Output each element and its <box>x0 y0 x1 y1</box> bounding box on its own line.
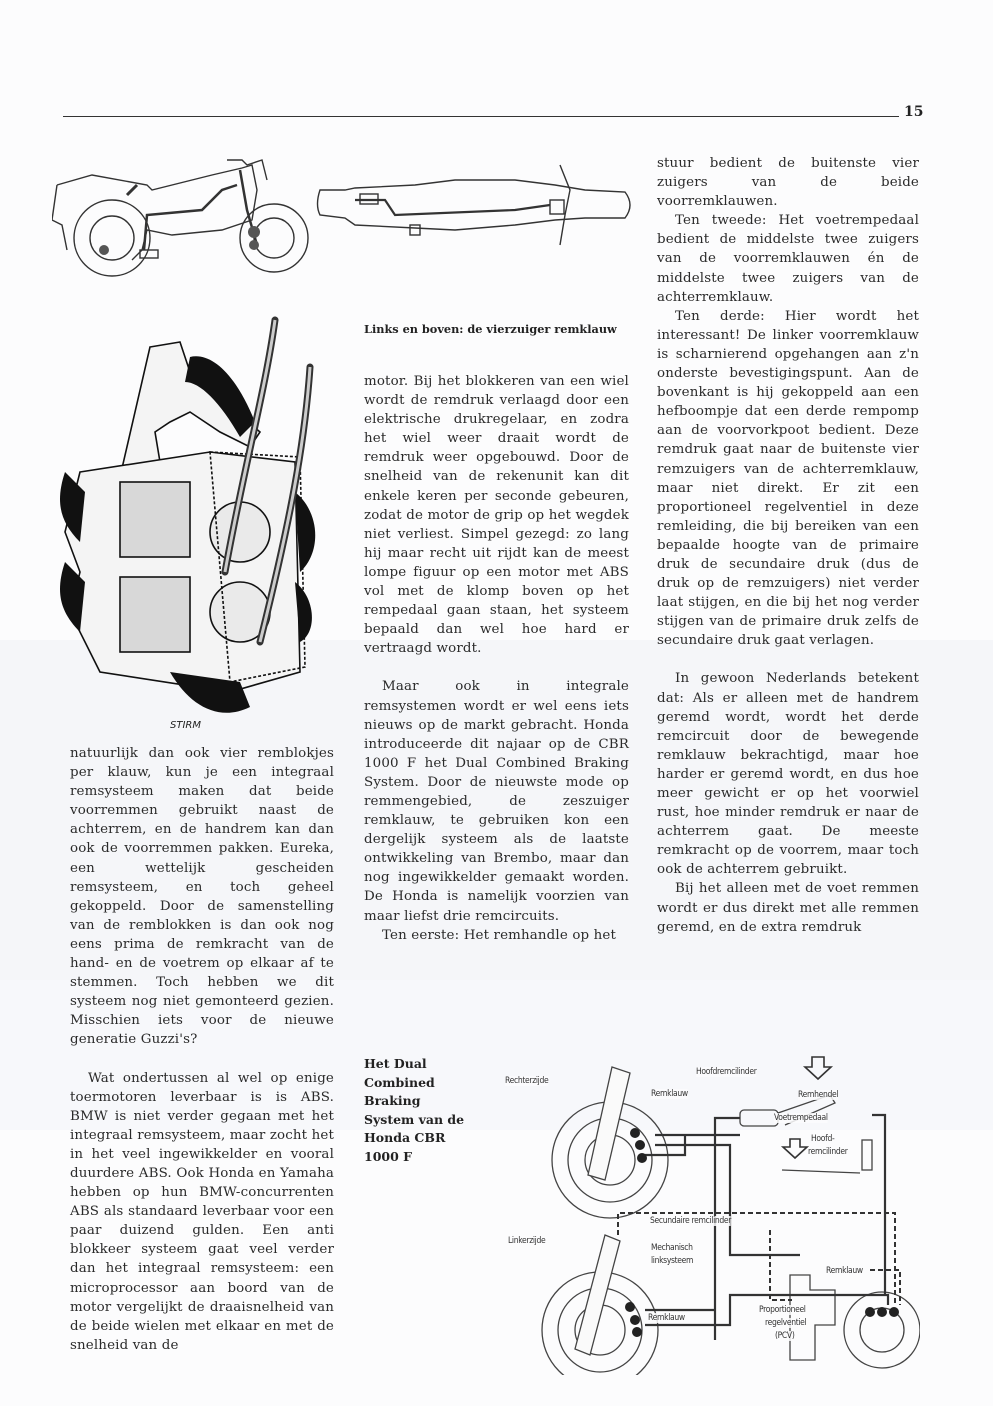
paragraph: Wat ondertussen al wel op enige toermotoren leverbaar is is ABS. BMW is niet verder gegaan met het integraal remsysteem, maar zocht het in het veel ingewikkelder en vooral duurdere ABS. Ook Honda en Yamaha hebben op hun BMW-concurrenten ABS als standaard leverbaar voor een paar duizend gulden. Een anti blokkeer systeem gaat veel verder dan het integraal remsysteem: een microprocessor aan boord van de motor vergelijkt de draaisnelheid van de beide wielen met elkaar en met de snelheid van de <box>70 1070 334 1353</box>
paragraph: motor. Bij het blokkeren van een wiel wordt de remdruk verlaagd door een elektrische drukregelaar, en zodra het wiel weer draait wordt de remdruk weer opgebouwd. Door de snelheid van de rekenunit kan dit enkele keren per seconde gebeuren, zodat de motor de grip op het wegdek niet verliest. Simpel gezegd: zo lang hij maar recht uit rijdt kan de meest lompe figuur op een motor met ABS vol met de klomp boven op het rempedaal gaan staan, het systeem bepaald dan wel hoe hard er vertraagd wordt. <box>364 374 629 657</box>
label-secondary-cylinder: Secundaire remcilinder <box>650 1216 732 1226</box>
motorcycle-side-illustration <box>52 150 312 280</box>
brake-system-diagram <box>500 1055 920 1375</box>
figure-caption-caliper: Links en boven: de vierzuiger remklauw <box>364 322 617 336</box>
caption-line: Braking <box>364 1093 421 1109</box>
label-pcv-1: Proportioneel <box>759 1305 806 1315</box>
label-right-side: Rechterzijde <box>505 1076 549 1086</box>
label-pedal-master-cylinder-2: remcilinder <box>808 1147 848 1157</box>
header-rule <box>63 116 899 117</box>
text-column-middle <box>364 372 629 945</box>
caption-line: Combined <box>364 1074 435 1090</box>
page-number: 15 <box>904 104 924 120</box>
diagram-caption <box>364 1055 484 1167</box>
label-master-cylinder: Hoofdremcilinder <box>696 1067 757 1077</box>
text-column-right <box>657 154 919 937</box>
master-cylinder <box>740 1110 778 1126</box>
label-mechanical-link-2: linksysteem <box>651 1256 694 1266</box>
paragraph: natuurlijk dan ook vier remblokjes per klauw, kun je een integraal remsysteem maken dat beide voorremmen gebruikt naast de achterrem, en de handrem kan dan ook de voorremmen pakken. Eureka, een wettelijk gescheiden remsysteem, en toch geheel gekoppeld. Door de samenstelling van de remblokken is dan ook nog eens prima de remkracht van de hand- en de voetrem op elkaar af te stemmen. Toch hebben we dit systeem nog niet gemonteerd gezien. Misschien iets voor de nieuwe generatie Guzzi's? <box>70 746 334 1048</box>
text-column-left <box>70 744 334 1355</box>
caption-line: System van de <box>364 1111 465 1127</box>
label-caliper-front-left: Remklauw <box>648 1313 685 1323</box>
paragraph: Ten derde: Hier wordt het interessant! De linker voorremklauw is scharnierend opgehangen aan z'n onderste bevestigingspunt. Aan de bovenkant is hij gekoppeld aan een hefboompje dat een derde rempomp aan de voorvorkpoot bedient. Deze remdruk gaat naar de buitenste vier remzuigers van de achterremklauw, maar niet direkt. Er zit een proportioneel regelventiel in deze remleiding, die bij bereiken van een bepaalde hoogte van de primaire druk de secundaire druk (dus de druk op de remzuigers) niet verder laat stijgen, en die bij het nog verder stijgen van de primaire druk zelfs de secundaire druk gaat verlagen. <box>657 308 919 649</box>
label-caliper-rear: Remklauw <box>826 1266 863 1276</box>
paragraph: stuur bedient de buitenste vier zuigers van de beide voorremklauwen. <box>657 156 919 210</box>
paragraph: In gewoon Nederlands betekent dat: Als er alleen met de handrem geremd wordt, wordt het derde remcircuit door de bewegende remklauw bekrachtigd, maar hoe harder er geremd wordt, en dus hoe meer gewicht er op het voorwiel rust, hoe minder remdruk er naar de achterrem gaat. De meeste remkracht op de voorrem, maar toch ook de achterrem gebruikt. <box>657 671 919 878</box>
caption-line: 1000 F <box>364 1148 413 1164</box>
paragraph: Ten tweede: Het voetrempedaal bedient de middelste twee zuigers van de voorremklauwen én de middelste twee zuigers van de achterremklauw. <box>657 213 919 305</box>
label-pcv-3: (PCV) <box>775 1331 795 1341</box>
label-brake-lever: Remhendel <box>798 1090 839 1100</box>
label-mechanical-link-1: Mechanisch <box>651 1243 693 1253</box>
illustrator-signature: STIRM <box>170 720 201 731</box>
four-piston-caliper-illustration <box>60 312 360 732</box>
label-left-side: Linkerzijde <box>508 1236 546 1246</box>
caption-line: Honda CBR <box>364 1130 446 1146</box>
label-foot-pedal: Voetrempedaal <box>774 1113 828 1123</box>
label-caliper-front-right: Remklauw <box>651 1089 688 1099</box>
paragraph: Ten eerste: Het remhandle op het <box>382 927 617 943</box>
paragraph: Bij het alleen met de voet remmen wordt er dus direkt met alle remmen geremd, en de extra remdruk <box>657 881 919 935</box>
label-pcv-2: regelventiel <box>765 1318 807 1328</box>
motorcycle-top-view-illustration <box>315 160 645 260</box>
caption-line: Het Dual <box>364 1056 427 1071</box>
rear-wheel <box>844 1292 920 1368</box>
label-pedal-master-cylinder-1: Hoofd- <box>811 1134 835 1144</box>
paragraph: Maar ook in integrale remsystemen wordt er wel eens iets nieuws op de markt gebracht. Honda introduceerde dit najaar op de CBR 1000 F het Dual Combined Braking System. Door de nieuwste mode op remmengebied, de zeszuiger remklauw, te gebruiken kon een dergelijk systeem als de laatste ontwikkeling van Brembo, maar dan nog ingewikkelder gemaakt worden. De Honda is namelijk voorzien van maar liefst drie remcircuits. <box>364 679 629 924</box>
